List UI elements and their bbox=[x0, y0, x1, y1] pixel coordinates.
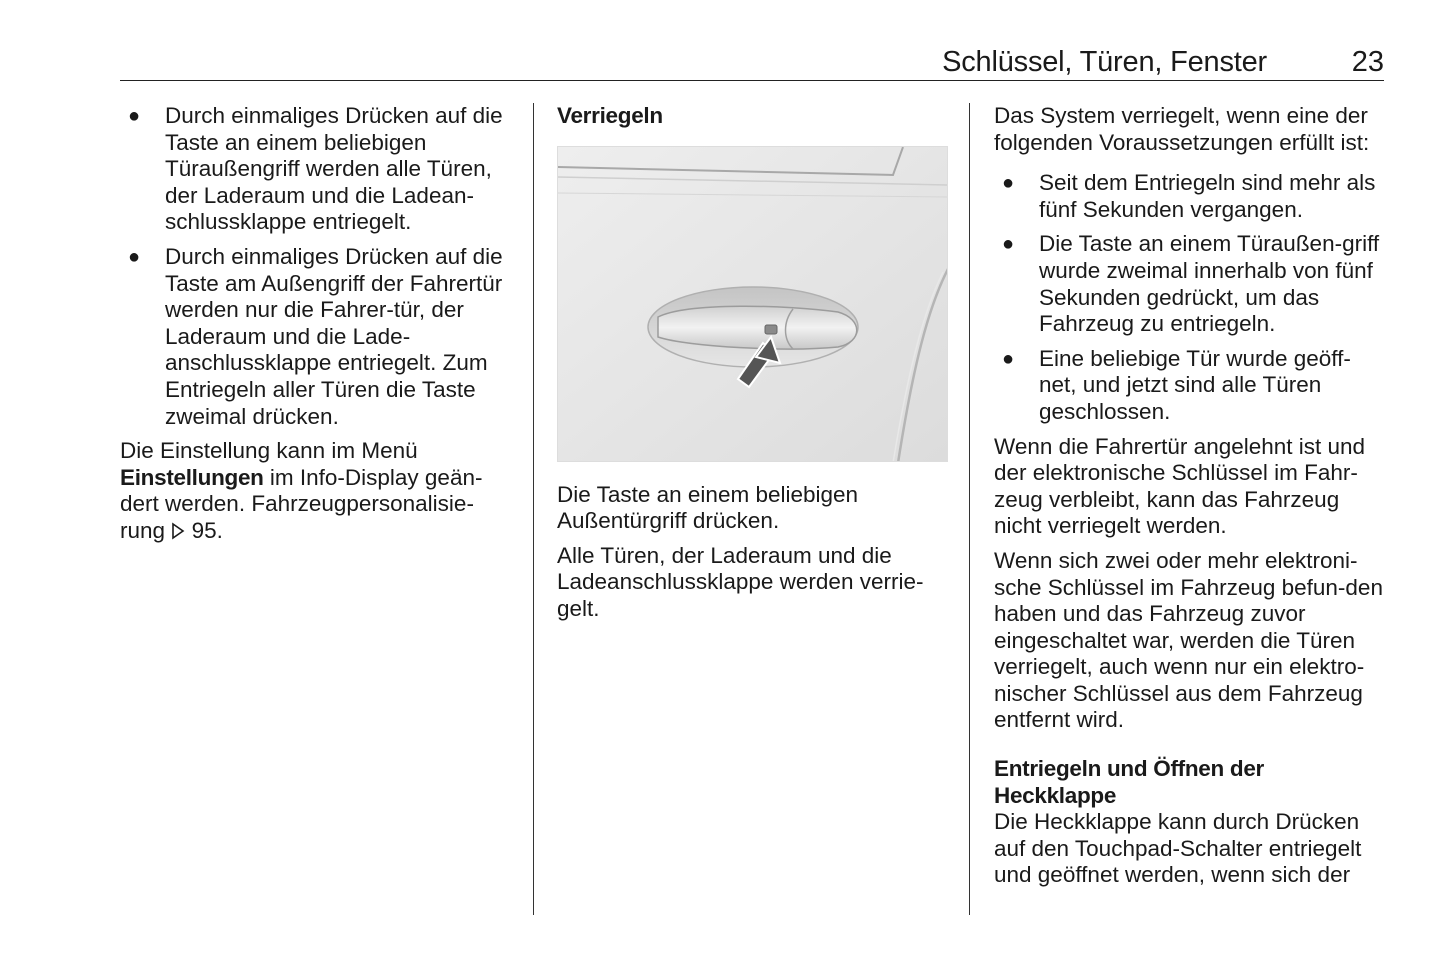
conditions-list bbox=[994, 170, 1386, 425]
list-item-text: Durch einmaliges Drücken auf die Taste am Außengriff der Fahrertür werden nur die Fahrer-tür, der Laderaum und die Lade-anschlussklappe entriegelt. Zum Entriegeln aller Türen die Taste zweimal drücken. bbox=[165, 243, 503, 429]
multiple-keys-paragraph: Wenn sich zwei oder mehr elektroni-sche Schlüssel im Fahrzeug befun-den haben und das Fahrzeug zuvor eingeschaltet war, werden die Türen verriegelt, auch wenn nur ein elektro-nischer Schlüssel aus dem Fahrzeug entfernt wird. bbox=[994, 547, 1383, 733]
column-divider-2 bbox=[969, 103, 970, 915]
door-handle-button-illustration bbox=[558, 147, 948, 462]
arrow-reference-icon[interactable] bbox=[171, 520, 185, 547]
bullet-icon: ● bbox=[1002, 233, 1015, 256]
list-item-text: Seit dem Entriegeln sind mehr als fünf Sekunden vergangen. bbox=[1039, 170, 1376, 222]
page-number: 23 bbox=[1351, 46, 1384, 78]
bullet-icon: ● bbox=[128, 105, 141, 127]
door-handle-figure bbox=[557, 146, 948, 462]
intro-paragraph: Das System verriegelt, wenn eine der folgenden Voraussetzungen erfüllt ist: bbox=[994, 103, 1370, 155]
section-subheading: Entriegeln und Öffnen der Heckklappe bbox=[994, 756, 1265, 808]
bullet-icon: ● bbox=[1002, 347, 1015, 370]
driver-door-paragraph: Wenn die Fahrertür angelehnt ist und der elektronische Schlüssel im Fahr-zeug verbleibt, kann das Fahrzeug nicht verriegelt werden. bbox=[994, 433, 1366, 539]
list-item bbox=[994, 346, 1386, 426]
bullet-list bbox=[120, 103, 518, 430]
paragraph-text: im Info-Display geän-dert werden. Fahrzeugpersonalisie-rung bbox=[120, 464, 483, 543]
list-item-text: Die Taste an einem Türaußen-griff wurde zweimal innerhalb von fünf Sekunden gedrückt, um das Fahrzeug zu entriegeln. bbox=[1039, 231, 1380, 337]
list-item bbox=[994, 231, 1386, 337]
column-1 bbox=[120, 103, 518, 555]
instruction-paragraph: Die Taste an einem beliebigen Außentürgriff drücken. bbox=[557, 481, 859, 534]
tailgate-paragraph: Die Heckklappe kann durch Drücken auf den Touchpad-Schalter entriegelt und geöffnet werden, wenn sich der bbox=[994, 809, 1362, 888]
column-divider-1 bbox=[533, 103, 534, 915]
chapter-title: Schlüssel, Türen, Fenster bbox=[942, 46, 1267, 78]
list-item bbox=[994, 170, 1386, 223]
bullet-icon: ● bbox=[128, 245, 141, 268]
page-header bbox=[120, 44, 1384, 81]
menu-name: Einstellungen bbox=[120, 464, 264, 490]
handle-button bbox=[765, 325, 777, 334]
list-item bbox=[120, 244, 518, 430]
page-reference[interactable]: 95. bbox=[191, 517, 223, 543]
settings-paragraph bbox=[120, 438, 518, 546]
column-3 bbox=[994, 103, 1386, 897]
bullet-icon: ● bbox=[1002, 172, 1015, 195]
section-heading: Verriegeln bbox=[557, 103, 663, 128]
paragraph-text: Die Einstellung kann im Menü bbox=[120, 438, 418, 464]
list-item-text: Eine beliebige Tür wurde geöff-net, und jetzt sind alle Türen geschlossen. bbox=[1039, 345, 1351, 424]
column-2 bbox=[557, 103, 952, 631]
list-item-text: Durch einmaliges Drücken auf die Taste an einem beliebigen Türaußengriff werden alle Türen, der Laderaum und die Ladean-schlussklappe entriegelt. bbox=[165, 103, 503, 235]
list-item bbox=[120, 103, 518, 236]
result-paragraph: Alle Türen, der Laderaum und die Ladeanschlussklappe werden verrie-gelt. bbox=[557, 542, 924, 621]
